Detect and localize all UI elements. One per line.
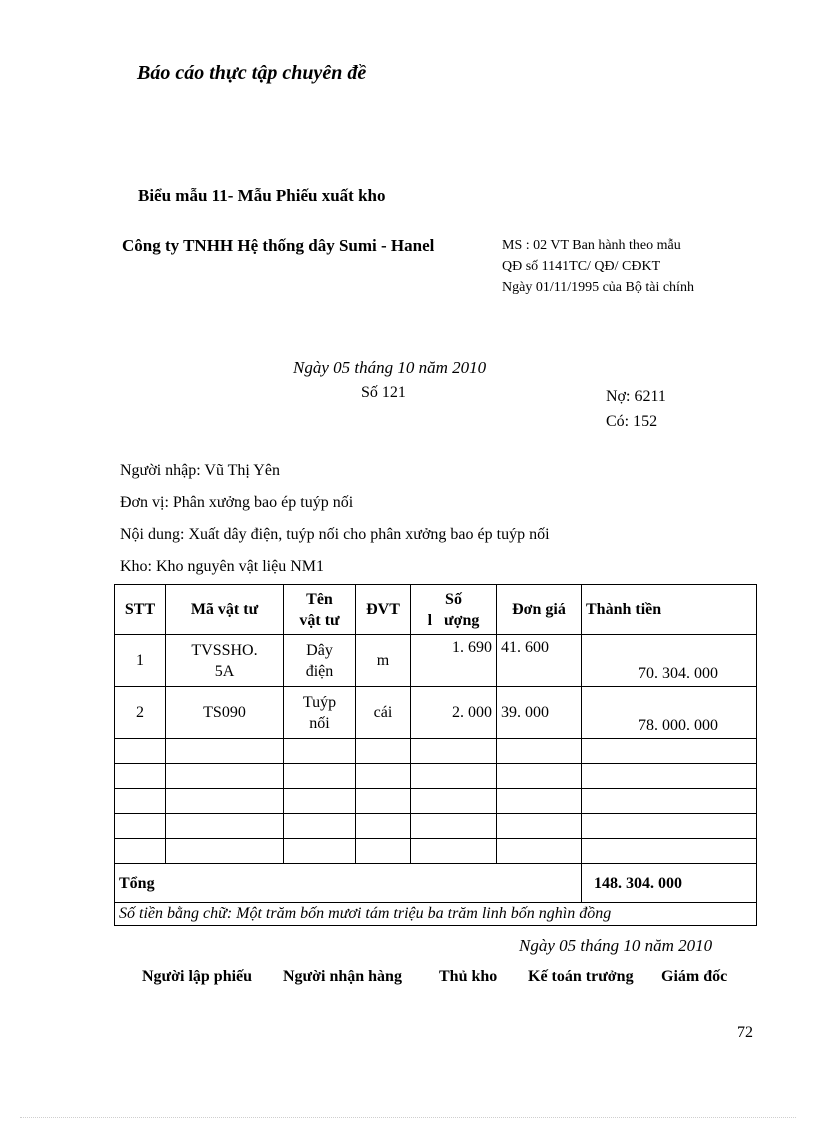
amount-in-words-row	[115, 903, 757, 926]
header-stt: STT	[115, 585, 166, 635]
cell-don-gia: 41. 600	[497, 635, 582, 687]
signer-preparer: Người lập phiếu	[142, 968, 253, 985]
unit-line: Đơn vị: Phân xưởng bao ép tuýp nối	[120, 494, 354, 511]
total-row	[115, 864, 757, 903]
account-block	[606, 384, 666, 434]
cell-ma	[166, 635, 284, 687]
header-sl-line: l ượng	[427, 611, 480, 629]
header-so-luong	[411, 585, 497, 635]
table-row	[115, 687, 757, 739]
cell-so-luong: 2. 000	[411, 687, 497, 739]
signer-chief-accountant: Kế toán trưởng	[528, 968, 634, 985]
amount-in-words: Số tiền bằng chữ: Một trăm bốn mươi tám triệu ba trăm linh bốn nghìn đồng	[115, 903, 757, 926]
document-header: Báo cáo thực tập chuyên đề	[137, 62, 367, 84]
header-don-gia: Đơn giá	[497, 585, 582, 635]
signer-director: Giám đốc	[661, 968, 728, 985]
table-header-row	[115, 585, 757, 635]
table-row-empty	[115, 839, 757, 864]
header-ten	[284, 585, 356, 635]
regulation-line: MS : 02 VT Ban hành theo mẫu	[502, 238, 681, 253]
cell-ten-line: Tuýp	[302, 693, 337, 711]
header-thanh-tien: Thành tiền	[582, 585, 757, 635]
page-number: 72	[737, 1024, 753, 1041]
receiver-line: Người nhập: Vũ Thị Yên	[120, 462, 280, 479]
header-dvt: ĐVT	[356, 585, 411, 635]
sign-date: Ngày 05 tháng 10 năm 2010	[519, 936, 713, 955]
total-label: Tổng	[115, 864, 582, 903]
cell-so-luong: 1. 690	[411, 635, 497, 687]
cell-dvt: cái	[356, 687, 411, 739]
total-value: 148. 304. 000	[582, 864, 757, 903]
header-ten-line: vật tư	[299, 611, 340, 629]
cell-thanh-tien: 70. 304. 000	[582, 635, 757, 687]
cell-ten-line: nối	[309, 714, 330, 732]
cell-ma: TS090	[166, 687, 284, 739]
cell-dvt: m	[356, 635, 411, 687]
debit-account: Nợ: 6211	[606, 388, 666, 405]
table-row	[115, 635, 757, 687]
cell-ten	[284, 635, 356, 687]
cell-stt: 2	[115, 687, 166, 739]
company-name: Công ty TNHH Hệ thống dây Sumi - Hanel	[122, 236, 435, 255]
items-table	[114, 584, 757, 926]
cell-stt: 1	[115, 635, 166, 687]
page-bottom-divider	[20, 1117, 796, 1118]
table-row-empty	[115, 739, 757, 764]
credit-account: Có: 152	[606, 413, 658, 430]
signature-row	[142, 968, 727, 986]
cell-ten-line: Dây	[306, 641, 333, 659]
issue-date: Ngày 05 tháng 10 năm 2010	[293, 358, 487, 377]
form-title: Biểu mẫu 11- Mẫu Phiếu xuất kho	[138, 186, 386, 205]
regulation-line: QĐ số 1141TC/ QĐ/ CĐKT	[502, 259, 661, 274]
content-line: Nội dung: Xuất dây điện, tuýp nối cho phân xưởng bao ép tuýp nối	[120, 526, 550, 543]
signer-receiver: Người nhận hàng	[283, 968, 402, 985]
header-ten-line: Tên	[306, 590, 333, 608]
voucher-number: Số 121	[361, 384, 406, 401]
regulation-block	[502, 235, 694, 298]
table-row-empty	[115, 814, 757, 839]
cell-ten	[284, 687, 356, 739]
warehouse-line: Kho: Kho nguyên vật liệu NM1	[120, 558, 324, 575]
table-row-empty	[115, 764, 757, 789]
header-ma: Mã vật tư	[166, 585, 284, 635]
signer-storekeeper: Thủ kho	[439, 968, 498, 985]
cell-ma-line: TVSSHO.	[191, 641, 258, 659]
table-row-empty	[115, 789, 757, 814]
info-block	[120, 455, 550, 583]
cell-don-gia: 39. 000	[497, 687, 582, 739]
cell-ma-line: 5A	[214, 662, 235, 680]
regulation-line: Ngày 01/11/1995 của Bộ tài chính	[502, 280, 694, 295]
cell-thanh-tien: 78. 000. 000	[582, 687, 757, 739]
cell-ten-line: điện	[305, 662, 334, 680]
header-sl-line: Số	[445, 590, 462, 608]
